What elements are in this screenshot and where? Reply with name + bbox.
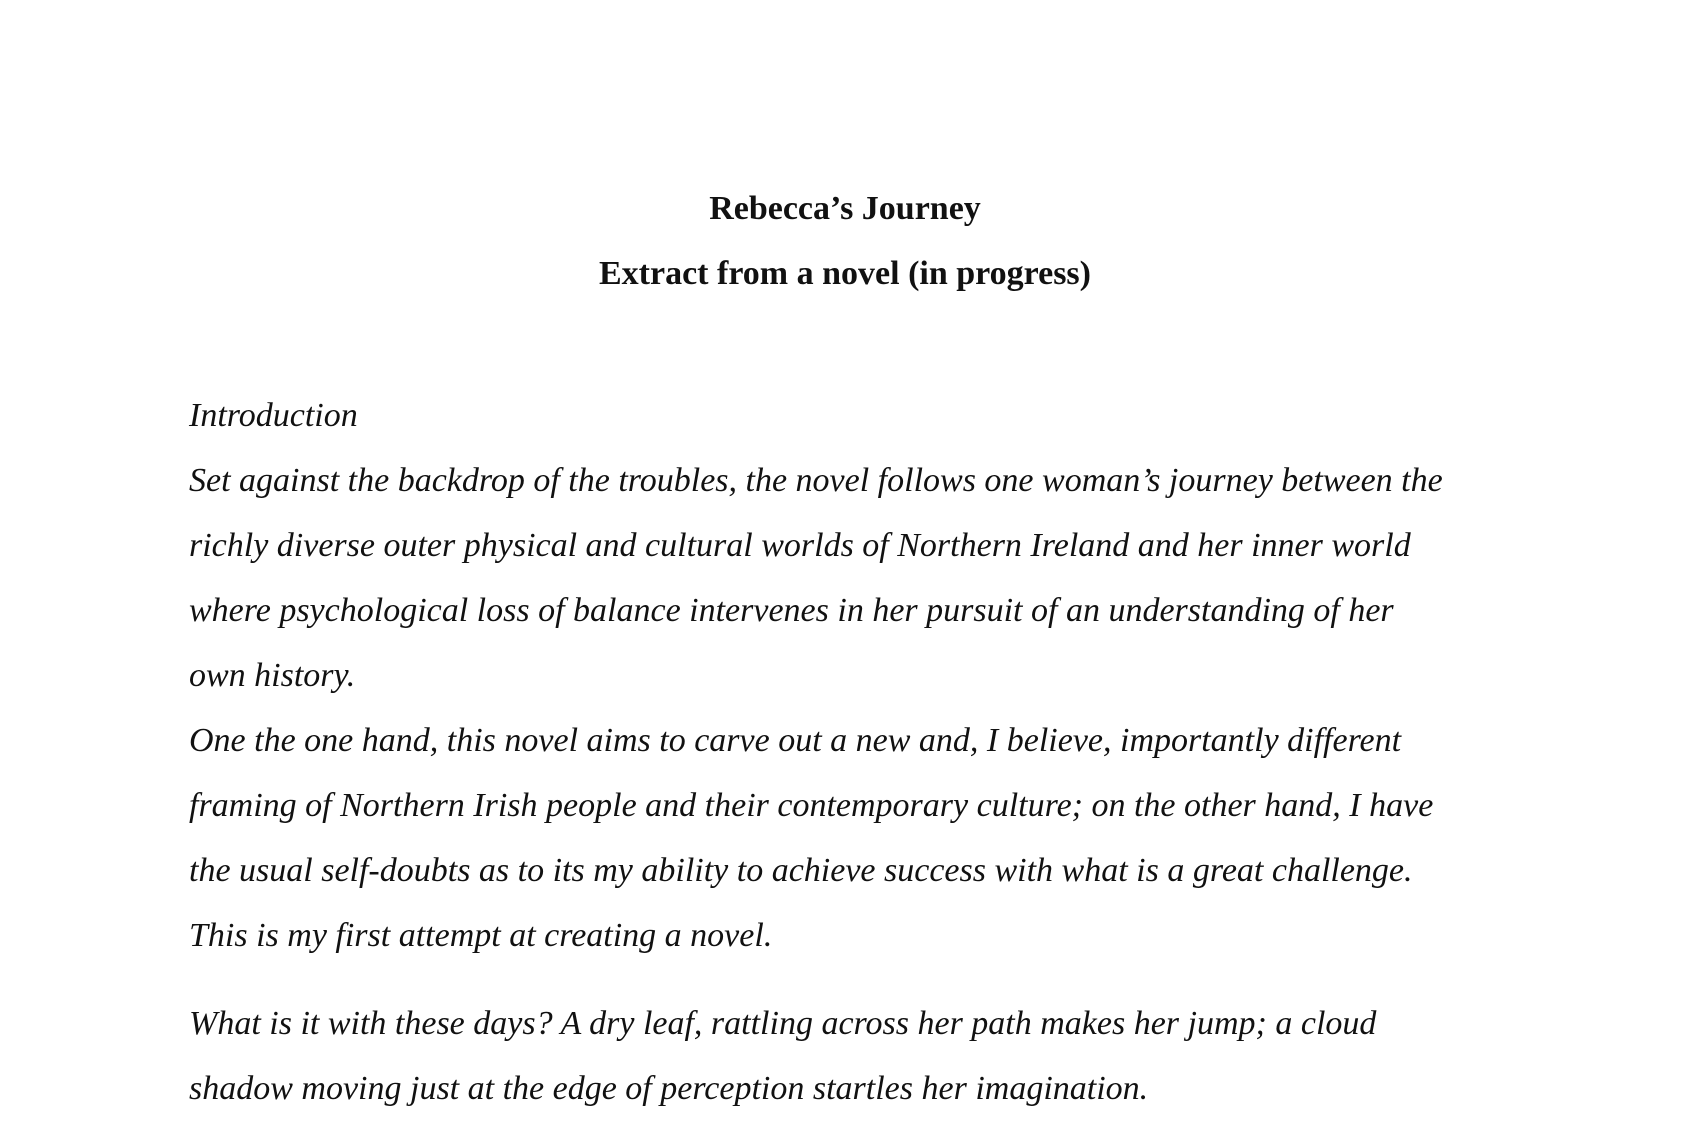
- document-title: Rebecca’s Journey: [709, 190, 981, 227]
- paragraph-line: where psychological loss of balance intervenes in her pursuit of an understanding of her: [189, 592, 1394, 629]
- paragraph-line: shadow moving just at the edge of perception startles her imagination.: [189, 1070, 1149, 1107]
- paragraph-line: What is it with these days? A dry leaf, rattling across her path makes her jump; a cloud: [189, 1005, 1377, 1042]
- paragraph-spacer: [189, 968, 1529, 991]
- paragraph-line: Set against the backdrop of the troubles, the novel follows one woman’s journey between the: [189, 462, 1443, 499]
- document-subtitle: Extract from a novel (in progress): [599, 255, 1091, 292]
- document-body: [189, 383, 1529, 1121]
- paragraph-line: One the one hand, this novel aims to carve out a new and, I believe, importantly different: [189, 722, 1402, 759]
- paragraph-1: [189, 448, 1529, 708]
- paragraph-line: This is my first attempt at creating a novel.: [189, 917, 773, 954]
- paragraph-2: [189, 708, 1529, 968]
- paragraph-line: the usual self-doubts as to its my ability to achieve success with what is a great challenge.: [189, 852, 1413, 889]
- paragraph-line: richly diverse outer physical and cultural worlds of Northern Ireland and her inner world: [189, 527, 1411, 564]
- paragraph-3: [189, 991, 1529, 1121]
- paragraph-line: own history.: [189, 657, 356, 694]
- paragraph-line: framing of Northern Irish people and their contemporary culture; on the other hand, I have: [189, 787, 1434, 824]
- intro-heading: Introduction: [189, 397, 358, 434]
